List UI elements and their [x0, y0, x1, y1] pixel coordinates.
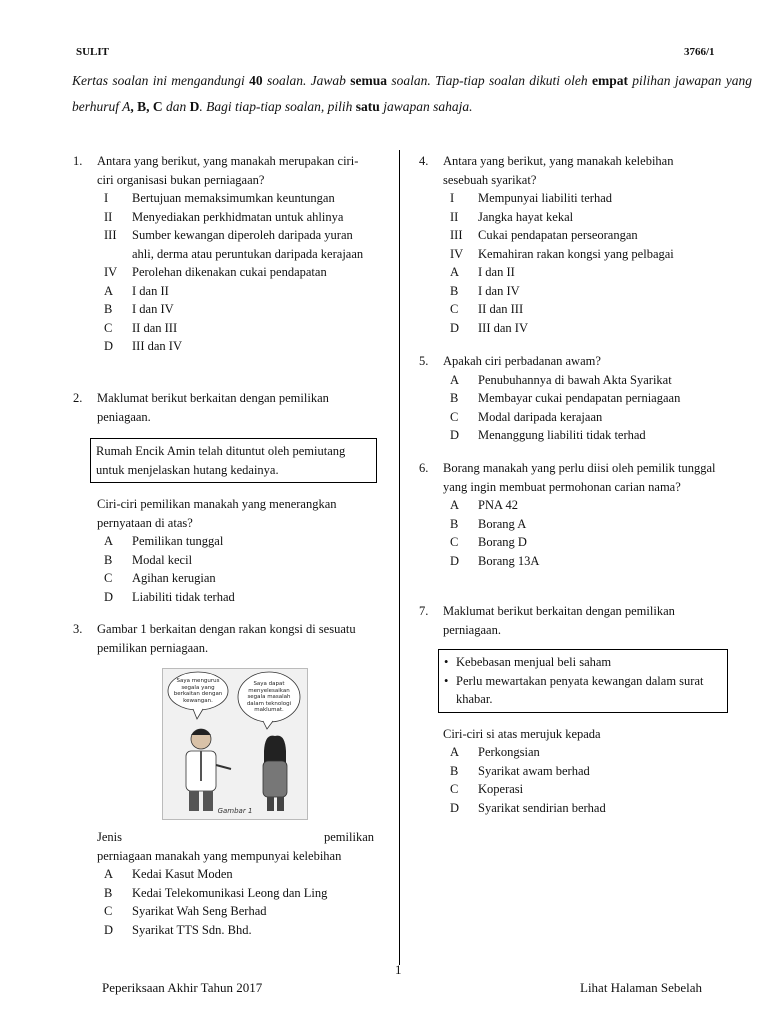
- answer-option[interactable]: A Pemilikan tunggal: [104, 534, 224, 548]
- bullet-item: • Kebebasan menjual beli saham: [444, 653, 722, 672]
- answer-option[interactable]: A Penubuhannya di bawah Akta Syarikat: [450, 372, 672, 387]
- answer-option[interactable]: B I dan IV: [450, 283, 520, 298]
- answer-option[interactable]: A I dan II: [450, 265, 515, 279]
- info-box: [438, 649, 728, 713]
- answer-option[interactable]: C II dan III: [104, 320, 178, 335]
- statement: II Menyediakan perkhidmatan untuk ahlinya: [104, 209, 344, 224]
- statement: IV Kemahiran rakan kongsi yang pelbagai: [450, 246, 674, 261]
- speech-text-right: Saya dapat menyelesaikan segala masalah dalam teknologi maklumat.: [246, 681, 292, 713]
- footer-left: Peperiksaan Akhir Tahun 2017: [102, 980, 263, 995]
- answer-option[interactable]: D Liabiliti tidak terhad: [104, 589, 235, 604]
- question-number: 7.: [419, 604, 429, 618]
- bullet-icon: •: [444, 673, 449, 688]
- question-6: [419, 459, 719, 570]
- answer-option[interactable]: C II dan III: [450, 302, 524, 316]
- speech-text-left: Saya mengurus segala yang berkaitan dengan kewangan.: [173, 678, 223, 704]
- answer-option[interactable]: D Menanggung liabiliti tidak terhad: [450, 428, 646, 442]
- answer-option[interactable]: A Kedai Kasut Moden: [104, 867, 233, 881]
- answer-option[interactable]: B Modal kecil: [104, 552, 193, 567]
- answer-option[interactable]: D Borang 13A: [450, 553, 540, 568]
- question-5: [419, 352, 719, 445]
- figure-gambar-1: [162, 668, 308, 820]
- answer-option[interactable]: C Agihan kerugian: [104, 571, 216, 585]
- question-4: [419, 152, 719, 337]
- answer-option[interactable]: D Syarikat TTS Sdn. Bhd.: [104, 922, 252, 937]
- statement: IV Perolehan dikenakan cukai pendapatan: [104, 265, 327, 279]
- answer-option[interactable]: A Perkongsian: [450, 745, 540, 759]
- answer-option[interactable]: C Modal daripada kerajaan: [450, 409, 603, 424]
- figure-caption: Gambar 1: [217, 807, 253, 815]
- answer-option[interactable]: B Borang A: [450, 516, 527, 531]
- bullet-item: • Perlu mewartakan penyata kewangan dalam surat khabar.: [444, 673, 704, 706]
- question-text: Apakah ciri perbadanan awam?: [443, 354, 601, 368]
- statement: II Jangka hayat kekal: [450, 209, 574, 224]
- question-number: 5.: [419, 354, 429, 368]
- question-text: Antara yang berikut, yang manakah kelebihan sesebuah syarikat?: [443, 154, 674, 187]
- answer-option[interactable]: B Syarikat awam berhad: [450, 763, 590, 778]
- question-number: 4.: [419, 154, 429, 168]
- prompt-rest: perniagaan manakah yang mempunyai kelebihan: [97, 848, 342, 863]
- woman-body: [263, 761, 287, 797]
- question-number: 3.: [73, 622, 83, 636]
- answer-option[interactable]: B I dan IV: [104, 302, 174, 316]
- instructions: Kertas soalan ini mengandungi 40 soalan. Jawab semua soalan. Tiap-tiap soalan dikuti oleh empat pilihan jawapan yang berhuruf A, B, C dan D. Bagi tiap-tiap soalan, pilih satu jawapan sahaja.: [72, 73, 752, 114]
- question-text: Antara yang berikut, yang manakah merupakan ciri-ciri organisasi bukan perniagaan?: [97, 154, 359, 187]
- answer-option[interactable]: B Kedai Telekomunikasi Leong dan Ling: [104, 885, 328, 900]
- question-text: Maklumat berikut berkaitan dengan pemilikan perniagaan.: [443, 604, 675, 637]
- question-7: [419, 602, 729, 817]
- answer-option[interactable]: D III dan IV: [450, 320, 528, 335]
- question-text: Maklumat berikut berkaitan dengan pemilikan peniagaan.: [97, 391, 329, 424]
- footer-right: Lihat Halaman Sebelah: [580, 980, 703, 995]
- answer-option[interactable]: C Syarikat Wah Seng Berhad: [104, 904, 267, 918]
- prompt-word-1: Jenis: [97, 830, 122, 844]
- statement: III Sumber kewangan diperoleh daripada yuran ahli, derma atau peruntukan daripada kerajaan: [104, 228, 364, 261]
- answer-option[interactable]: C Koperasi: [450, 782, 524, 796]
- statement: III Cukai pendapatan perseorangan: [450, 228, 638, 242]
- answer-option[interactable]: A PNA 42: [450, 498, 518, 512]
- statement: I Bertujuan memaksimumkan keuntungan: [104, 191, 335, 205]
- question-1: [73, 152, 373, 356]
- header-right: 3766/1: [684, 46, 715, 58]
- question-text: Borang manakah yang perlu diisi oleh pemilik tunggal yang ingin membuat permohonan carian nama?: [443, 461, 716, 494]
- answer-option[interactable]: D Syarikat sendirian berhad: [450, 800, 606, 815]
- question-number: 1.: [73, 154, 83, 168]
- answer-option[interactable]: B Membayar cukai pendapatan perniagaan: [450, 391, 681, 405]
- answer-option[interactable]: D III dan IV: [104, 339, 182, 353]
- question-text: Gambar 1 berkaitan dengan rakan kongsi di sesuatu pemilikan perniagaan.: [97, 622, 356, 655]
- statement: I Mempunyai liabiliti terhad: [450, 191, 612, 205]
- question-prompt: Ciri-ciri pemilikan manakah yang menerangkan pernyataan di atas?: [97, 497, 337, 530]
- answer-option[interactable]: C Borang D: [450, 535, 527, 549]
- answer-option[interactable]: A I dan II: [104, 283, 169, 298]
- info-box: Rumah Encik Amin telah dituntut oleh pemiutang untuk menjelaskan hutang kedainya.: [90, 438, 377, 483]
- question-3-prompt: [97, 828, 374, 865]
- question-prompt: Ciri-ciri si atas merujuk kepada: [443, 726, 601, 741]
- question-2: [73, 389, 373, 606]
- page-number: 1: [395, 962, 402, 977]
- prompt-word-2: pemilikan: [324, 830, 374, 844]
- column-divider: [399, 150, 400, 965]
- question-3: [73, 620, 373, 657]
- header-left: SULIT: [76, 46, 110, 58]
- question-number: 6.: [419, 461, 429, 475]
- question-3-options: [73, 865, 373, 939]
- question-number: 2.: [73, 391, 83, 405]
- bullet-icon: •: [444, 655, 449, 669]
